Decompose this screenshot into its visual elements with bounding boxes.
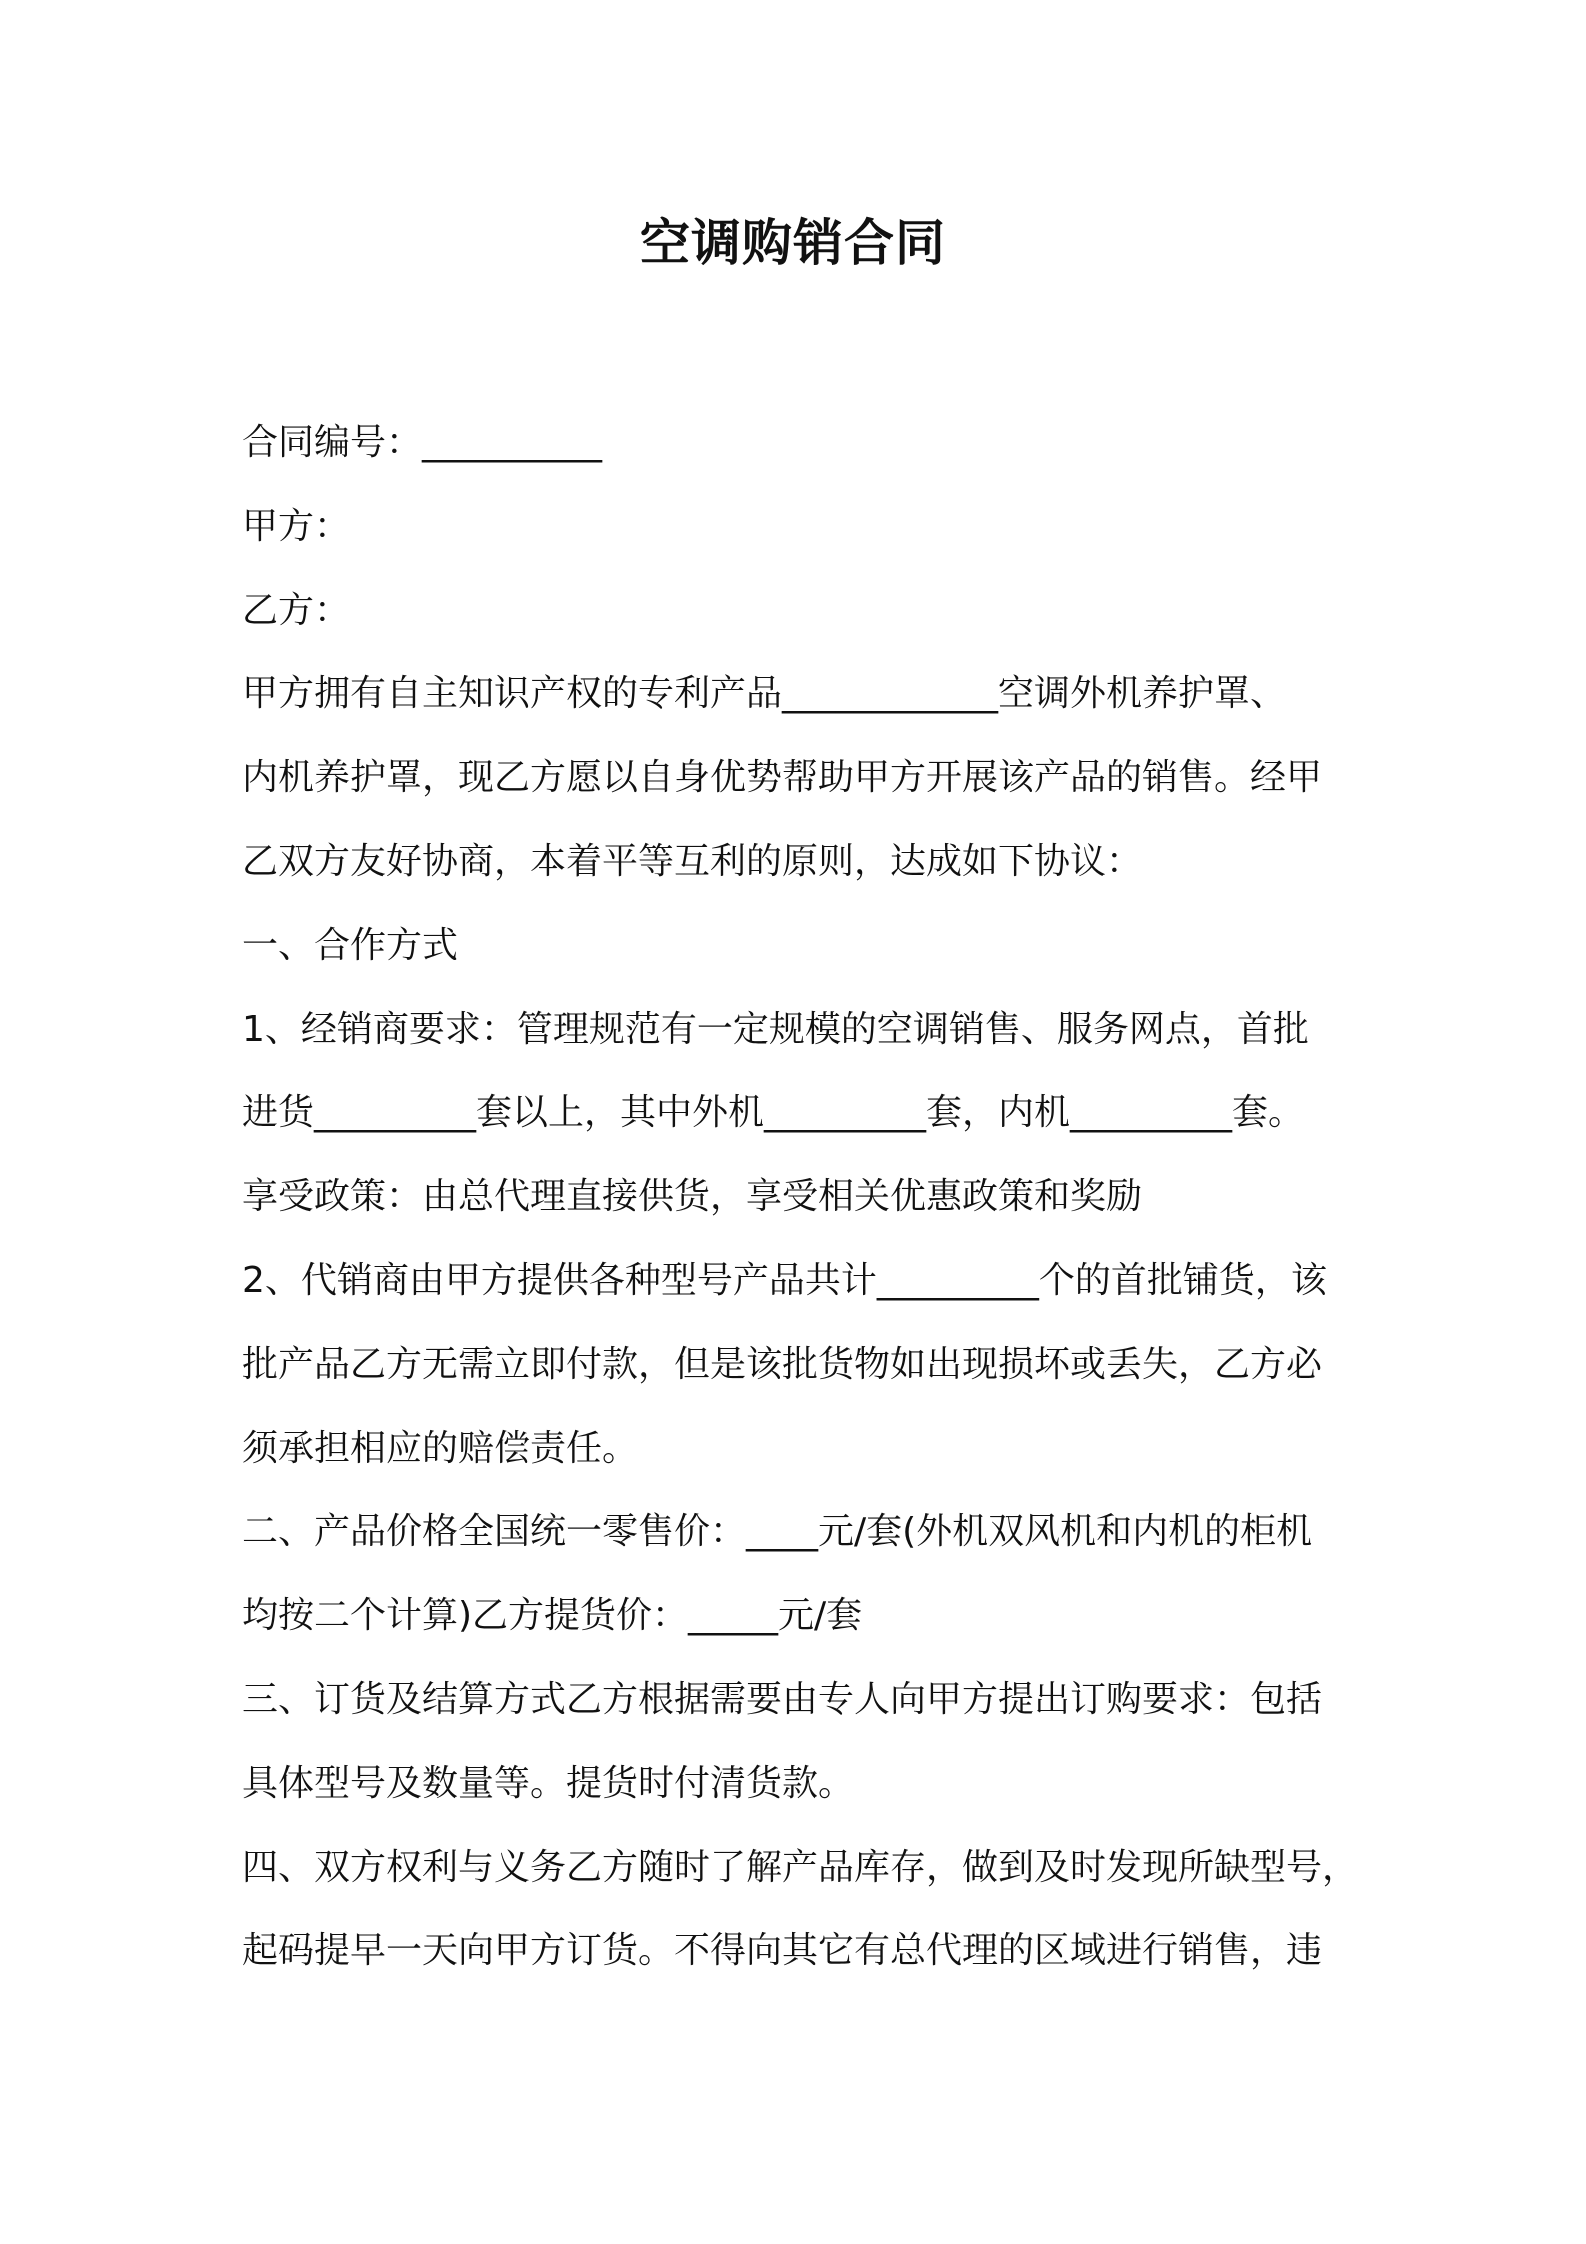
- paragraph-line: 进货_________套以上，其中外机_________套，内机_________套。: [242, 1092, 1305, 1134]
- section-heading-pricing: 二、产品价格全国统一零售价：____元/套(外机双风机和内机的柜机: [242, 1511, 1313, 1553]
- document-body: [242, 401, 1362, 1993]
- paragraph-line: 乙双方友好协商，本着平等互利的原则，达成如下协议：: [242, 840, 1143, 882]
- paragraph-line: 2、代销商由甲方提供各种型号产品共计_________个的首批铺货，该: [242, 1259, 1327, 1301]
- contract-number-line: 合同编号：__________: [242, 422, 603, 463]
- paragraph-line: 起码提早一天向甲方订货。不得向其它有总代理的区域进行销售，违: [242, 1930, 1323, 1972]
- party-a-line: 甲方：: [242, 505, 351, 547]
- paragraph-line: 1、经销商要求：管理规范有一定规模的空调销售、服务网点，首批: [242, 1008, 1309, 1050]
- paragraph-line: 享受政策：由总代理直接供货，享受相关优惠政策和奖励: [242, 1176, 1143, 1218]
- section-heading-cooperation: 一、合作方式: [242, 924, 459, 966]
- paragraph-line: 具体型号及数量等。提货时付清货款。: [242, 1762, 855, 1804]
- paragraph-line: 内机养护罩，现乙方愿以自身优势帮助甲方开展该产品的销售。经甲: [242, 757, 1323, 799]
- paragraph-line: 批产品乙方无需立即付款，但是该批货物如出现损坏或丢失，乙方必: [242, 1343, 1323, 1385]
- document-title: 空调购销合同: [640, 214, 946, 272]
- paragraph-line: 须承担相应的赔偿责任。: [242, 1427, 639, 1469]
- party-b-line: 乙方：: [242, 589, 351, 631]
- paragraph-line: 甲方拥有自主知识产权的专利产品____________空调外机养护罩、: [242, 673, 1287, 715]
- paragraph-line: 均按二个计算)乙方提货价：_____元/套: [242, 1595, 863, 1637]
- section-heading-ordering: 三、订货及结算方式乙方根据需要由专人向甲方提出订购要求：包括: [242, 1678, 1323, 1720]
- section-heading-rights: 四、双方权利与义务乙方随时了解产品库存，做到及时发现所缺型号，: [242, 1846, 1359, 1888]
